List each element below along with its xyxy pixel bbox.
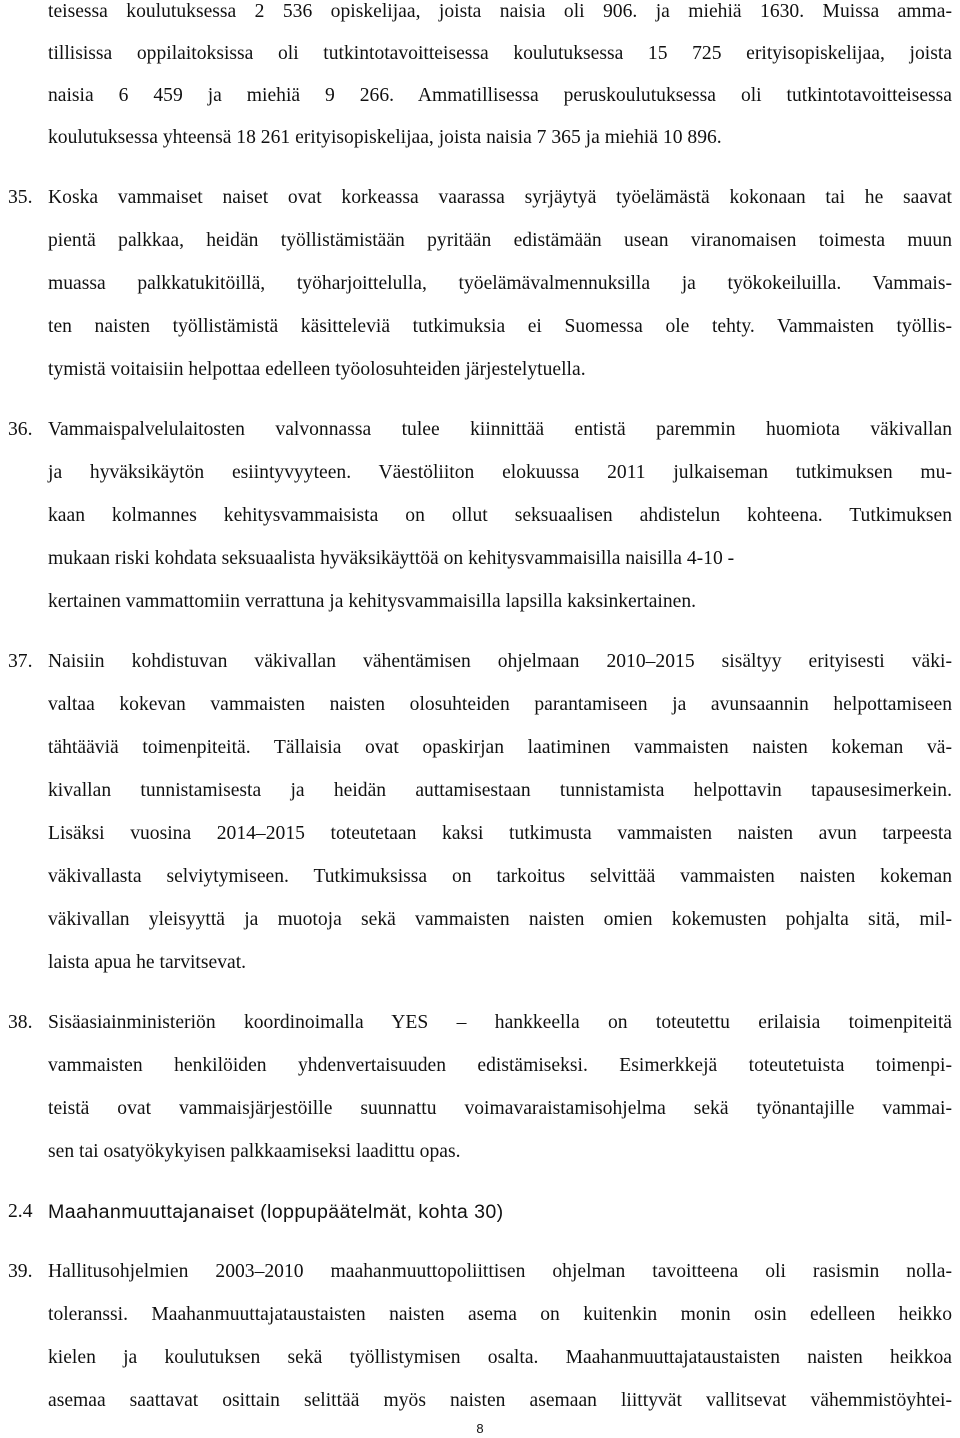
- paragraph-text: väkivallasta selviytymiseen. Tutkimuksissa on tarkoitus selvittää vammaisten naisten kokeman: [48, 866, 952, 887]
- paragraph-text: mukaan riski kohdata seksuaalista hyväksikäyttöä on kehitysvammaisilla naisilla 4-10 -: [48, 548, 735, 569]
- paragraph-text: Vammaispalvelulaitosten valvonnassa tulee kiinnittää entistä paremmin huomiota väkivallan: [48, 419, 952, 440]
- paragraph-text: kivallan tunnistamisesta ja heidän auttamisestaan tunnistamista helpottavin tapausesimerkein.: [48, 780, 952, 801]
- paragraph-text: Hallitusohjelmien 2003–2010 maahanmuuttopoliittisen ohjelman tavoitteena oli rasismin nolla-: [48, 1261, 952, 1282]
- paragraph-text: Sisäasiainministeriön koordinoimalla YES – hankkeella on toteutettu erilaisia toimenpiteitä: [48, 1012, 952, 1033]
- paragraph-text: vammaisten henkilöiden yhdenvertaisuuden edistämiseksi. Esimerkkejä toteutetuista toimenpi-: [48, 1055, 952, 1076]
- paragraph-text: kielen ja koulutuksen sekä työllistymisen osalta. Maahanmuuttajataustaisten naisten heikkoa: [48, 1347, 952, 1368]
- paragraph-text: ten naisten työllistämistä käsitteleviä tutkimuksia ei Suomessa ole tehty. Vammaisten työllis-: [48, 316, 952, 337]
- paragraph-text: teistä ovat vammaisjärjestöille suunnattu voimavaraistamisohjelma sekä työnantajille vammai-: [48, 1098, 952, 1119]
- paragraph-text: ja hyväksikäytön esiintyvyyteen. Väestöliiton elokuussa 2011 julkaiseman tutkimuksen mu-: [48, 462, 952, 483]
- paragraph-text: valtaa kokevan vammaisten naisten olosuhteiden parantamiseen ja avunsaannin helpottamiseen: [48, 694, 952, 715]
- paragraph-text: tähtääviä toimenpiteitä. Tällaisia ovat opaskirjan laatiminen vammaisten naisten kokeman vä-: [48, 737, 952, 758]
- paragraph-text: tymistä voitaisiin helpottaa edelleen työolosuhteiden järjestelytuella.: [48, 359, 586, 380]
- paragraph-text: laista apua he tarvitsevat.: [48, 952, 247, 973]
- paragraph-text: sen tai osatyökykyisen palkkaamiseksi laadittu opas.: [48, 1141, 461, 1162]
- intro-text: koulutuksessa yhteensä 18 261 erityisopiskelijaa, joista naisia 7 365 ja miehiä 10 896.: [48, 127, 722, 148]
- paragraph-number: 38.: [8, 1012, 33, 1033]
- section-number: 2.4: [8, 1201, 33, 1222]
- paragraph-text: pientä palkkaa, heidän työllistämistään pyritään edistämään usean viranomaisen toimesta muun: [48, 230, 952, 251]
- paragraph-number: 36.: [8, 419, 33, 440]
- paragraph-text: kertainen vammattomiin verrattuna ja kehitysvammaisilla lapsilla kaksinkertainen.: [48, 591, 697, 612]
- paragraph-text: muassa palkkatukitöillä, työharjoittelulla, työelämävalmennuksilla ja työkokeiluilla. Vammais-: [48, 273, 952, 294]
- section-title: Maahanmuuttajanaiset (loppupäätelmät, kohta 30): [48, 1201, 504, 1223]
- intro-text: teisessa koulutuksessa 2 536 opiskelijaa, joista naisia oli 906. ja miehiä 1630. Muissa amma-: [48, 1, 952, 22]
- page-number: 8: [476, 1421, 484, 1436]
- paragraph-number: 37.: [8, 651, 33, 672]
- paragraph-text: kaan kolmannes kehitysvammaisista on ollut seksuaalisen ahdistelun kohteena. Tutkimuksen: [48, 505, 952, 526]
- paragraph-number: 39.: [8, 1261, 33, 1282]
- paragraph-text: Naisiin kohdistuvan väkivallan vähentämisen ohjelmaan 2010–2015 sisältyy erityisesti väki-: [48, 651, 952, 672]
- paragraph-text: toleranssi. Maahanmuuttajataustaisten naisten asema on kuitenkin monin osin edelleen heikko: [48, 1304, 952, 1325]
- intro-text: tillisissa oppilaitoksissa oli tutkintotavoitteisessa koulutuksessa 15 725 erityisopiskelijaa, joista: [48, 43, 952, 64]
- intro-text: naisia 6 459 ja miehiä 9 266. Ammatillisessa peruskoulutuksessa oli tutkintotavoitteisessa: [48, 85, 952, 106]
- paragraph-text: Lisäksi vuosina 2014–2015 toteutetaan kaksi tutkimusta vammaisten naisten avun tarpeesta: [48, 823, 952, 844]
- paragraph-text: väkivallan yleisyyttä ja muotoja sekä vammaisten naisten omien kokemusten pohjalta sitä, mil-: [48, 909, 952, 930]
- paragraph-number: 35.: [8, 187, 33, 208]
- paragraph-text: asemaa saattavat osittain selittää myös naisten asemaan liittyvät vallitsevat vähemmistöyhtei-: [48, 1390, 952, 1411]
- paragraph-text: Koska vammaiset naiset ovat korkeassa vaarassa syrjäytyä työelämästä kokonaan tai he saavat: [48, 187, 952, 208]
